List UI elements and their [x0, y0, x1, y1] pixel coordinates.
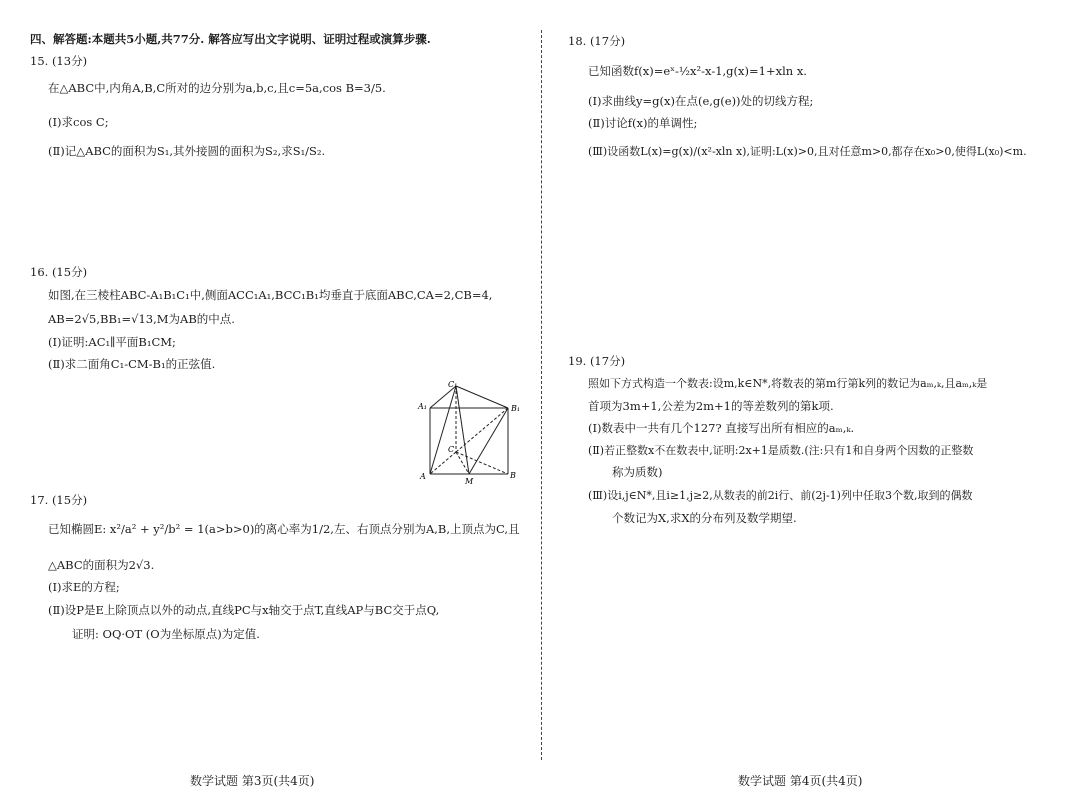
- q17-part1: (Ⅰ)求E的方程;: [48, 580, 120, 594]
- label-A: A: [420, 472, 426, 481]
- q16-part1: (Ⅰ)证明:AC₁∥平面B₁CM;: [48, 335, 176, 349]
- q16-part2: (Ⅱ)求二面角C₁-CM-B₁的正弦值.: [48, 357, 216, 371]
- right-page: [548, 0, 1075, 800]
- q19-part3-line1: (Ⅲ)设i,j∈N*,且i≥1,j≥2,从数表的前2i行、前(2j-1)列中任取3个数,取到的偶数: [588, 489, 973, 502]
- q16-stem-line1: 如图,在三棱柱ABC-A₁B₁C₁中,侧面ACC₁A₁,BCC₁B₁均垂直于底面ABC,CA=2,CB=4,: [48, 288, 493, 302]
- label-M: M: [465, 477, 474, 486]
- q17-part2-line2: 证明: OQ·OT (O为坐标原点)为定值.: [72, 627, 260, 641]
- page-divider: [541, 30, 542, 760]
- q19-part1: (Ⅰ)数表中一共有几个127? 直接写出所有相应的aₘ,ₖ.: [588, 421, 855, 435]
- q15-stem: 在△ABC中,内角A,B,C所对的边分别为a,b,c,且c=5a,cos B=3/5.: [48, 81, 386, 95]
- q18-part1: (Ⅰ)求曲线y=g(x)在点(e,g(e))处的切线方程;: [588, 94, 814, 108]
- q19-stem-line2: 首项为3m+1,公差为2m+1的等差数列的第k项.: [588, 399, 834, 413]
- q16-heading: 16. (15分): [30, 265, 88, 279]
- q19-part2-line2: 称为质数): [612, 465, 663, 479]
- q19-part3-line2: 个数记为X,求X的分布列及数学期望.: [612, 511, 797, 525]
- label-A1: A₁: [418, 402, 427, 411]
- q15-part2: (Ⅱ)记△ABC的面积为S₁,其外接圆的面积为S₂,求S₁/S₂.: [48, 144, 326, 158]
- q19-stem-line1: 照如下方式构造一个数表:设m,k∈N*,将数表的第m行第k列的数记为aₘ,ₖ,且aₘ,ₖ是: [588, 377, 988, 390]
- q17-stem-line2: △ABC的面积为2√3.: [48, 558, 155, 572]
- q19-heading: 19. (17分): [568, 354, 626, 368]
- q17-part2-line1: (Ⅱ)设P是E上除顶点以外的动点,直线PC与x轴交于点T,直线AP与BC交于点Q,: [48, 603, 440, 617]
- label-B1: B₁: [511, 404, 521, 413]
- footer-page3: 数学试题 第3页(共4页): [190, 774, 315, 788]
- q18-heading: 18. (17分): [568, 34, 626, 48]
- footer-page4: 数学试题 第4页(共4页): [738, 774, 863, 788]
- q15-heading: 15. (13分): [30, 54, 88, 68]
- q16-stem-line2: AB=2√5,BB₁=√13,M为AB的中点.: [48, 312, 235, 326]
- q17-stem-line1: 已知椭圆E: x²/a² + y²/b² = 1(a>b>0)的离心率为1/2,左、右顶点分别为A,B,上顶点为C,且: [48, 522, 520, 536]
- q18-part2: (Ⅱ)讨论f(x)的单调性;: [588, 116, 698, 130]
- q18-stem: 已知函数f(x)=eˣ-½x²-x-1,g(x)=1+xln x.: [588, 64, 807, 78]
- q15-part1: (Ⅰ)求cos C;: [48, 115, 109, 129]
- label-C1: C₁: [448, 380, 458, 389]
- label-B: B: [510, 471, 516, 480]
- q19-part2-line1: (Ⅱ)若正整数x不在数表中,证明:2x+1是质数.(注:只有1和自身两个因数的正整数: [588, 444, 974, 457]
- prism-figure: [412, 378, 524, 486]
- label-C: C: [448, 445, 455, 454]
- q17-heading: 17. (15分): [30, 493, 88, 507]
- section-header: 四、解答题:本题共5小题,共77分. 解答应写出文字说明、证明过程或演算步骤.: [30, 32, 431, 46]
- q18-part3: (Ⅲ)设函数L(x)=g(x)/(x²-xln x),证明:L(x)>0,且对任意m>0,都存在x₀>0,使得L(x₀)<m.: [588, 145, 1027, 158]
